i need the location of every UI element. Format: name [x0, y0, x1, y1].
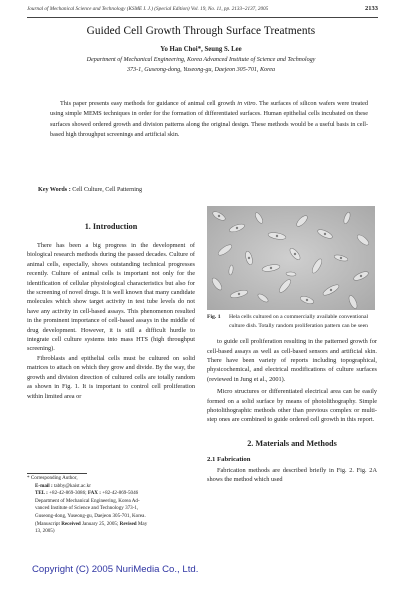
affiliation-line-2: 373-1, Guseong-dong, Yuseong-gu, Daejeon 305-701, Korea [127, 67, 275, 73]
keywords-text: Cell Culture, Cell Patterning [72, 187, 142, 193]
figure-1-caption-text: Hela cells cultured on a commercially available conventional culture dish. Totally random proliferation pattern can be seen [229, 314, 369, 329]
subsection-heading-fabrication: 2.1 Fabrication [207, 455, 251, 463]
section-heading-introduction: 1. Introduction [84, 222, 138, 231]
hela-cells-image [207, 206, 375, 310]
page-number: 2133 [365, 5, 378, 12]
right-paragraph-1: to guide cell proliferation resulting in the patterned growth for cell-based assays as well as cell-based sensors and artificial skin. There have been variety of reports including topographical, physicochemical, and electrical modifications of culture surfaces (reviewed in Jung et al., 2001). [207, 338, 377, 383]
footnote-manuscript-dates: (Manuscript Received January 25, 2005; Revised May [35, 520, 148, 527]
materials-paragraph-1: Fabrication methods are described briefly in Fig. 2. Fig. 2A shows the method which used [207, 466, 377, 484]
intro-paragraph-2: Fibroblasts and epithelial cells must be cultured on solid matrices to attach on which they grow and divide. By the way, the growth and division direction of cultured cells are totally random as shown in Fig. 1. It is important to control cell proliferation within limited area or [27, 354, 195, 400]
journal-citation: Journal of Mechanical Science and Technology (KSME I. J.) (Special Edition) Vol. 19, No. 11, pp. 2133~2137, 2005 [27, 6, 269, 12]
figure-1-label: Fig. 1 [207, 314, 221, 320]
copyright-notice: Copyright (C) 2005 NuriMedia Co., Ltd. [32, 564, 199, 575]
right-column [207, 206, 377, 485]
footnote-manuscript-dates-cont: 13, 2005) [35, 528, 55, 535]
figure-1-caption [207, 313, 377, 330]
keywords-label: Key Words : [38, 187, 71, 193]
abstract-italic-term: in vitro [237, 100, 256, 107]
footnote-address-3: Guseong-dong, Yuseong-gu, Daejeon 305-701, Korea. [35, 512, 146, 519]
section-heading-materials: 2. Materials and Methods [247, 438, 337, 448]
footnote-corresponding: * Corresponding Author, [27, 475, 78, 481]
footnote-email: E-mail : tabby@kaist.ac.kr [35, 482, 91, 489]
affiliation-line-1: Department of Mechanical Engineering, Korea Advanced Institute of Science and Technology [86, 57, 316, 63]
right-paragraph-2: Micro structures or differentiated electrical area can be easily formed on a solid surface by means of photolithography. Simple photolithographic methods other than previous complex or multi-step ones are combined to guide ordered cell growth in this report. [207, 388, 377, 424]
keywords [38, 187, 142, 193]
paper-title: Guided Cell Growth Through Surface Treatments [86, 25, 316, 37]
abstract: This paper presents easy methods for guidance of animal cell growth in vitro. The surfaces of silicon wafers were treated using simple MEMS techniques in order for the formation of differentiated surfaces. Human epithelial cells incubated on these surfaces showed ordered growth and division patterns along the original design. These methods would be a useful basis in cell-based high throughput screenings and artificial skin. [50, 100, 368, 139]
author-list: Yo Han Choi*, Seung S. Lee [160, 46, 242, 53]
figure-1-micrograph [207, 206, 375, 310]
footnote-address-1: Department of Mechanical Engineering, Korea Ad- [35, 497, 140, 504]
header-rule [27, 17, 378, 18]
footnote-address-2: vanced Institute of Science and Technology 373-1, [35, 505, 139, 512]
footnote-rule [27, 473, 87, 474]
footnote-phone: TEL : +82-42-869-3086; FAX : +82-42-869-5046 [35, 490, 139, 497]
footnote [27, 475, 195, 536]
left-column [27, 222, 195, 401]
intro-paragraph-1: There has been a big progress in the development of biological research methods during the passed decades. Culture of animal cells, especially, shows outstanding technical progresses recently. Culture of animal cells is important not only for the identification of cellular physiological characteristics but also for the screening of novel drugs. It is well known that many candidate molecules which show target activity in test tube levels do not have any activity in cell-based assays. This phenomenon resulted in the prominent importance of cell-based assays in the middle of drug development. However, it is still a difficult hurdle to integrate cell culture systems into mass HTS (high throughput screening). [27, 242, 195, 353]
